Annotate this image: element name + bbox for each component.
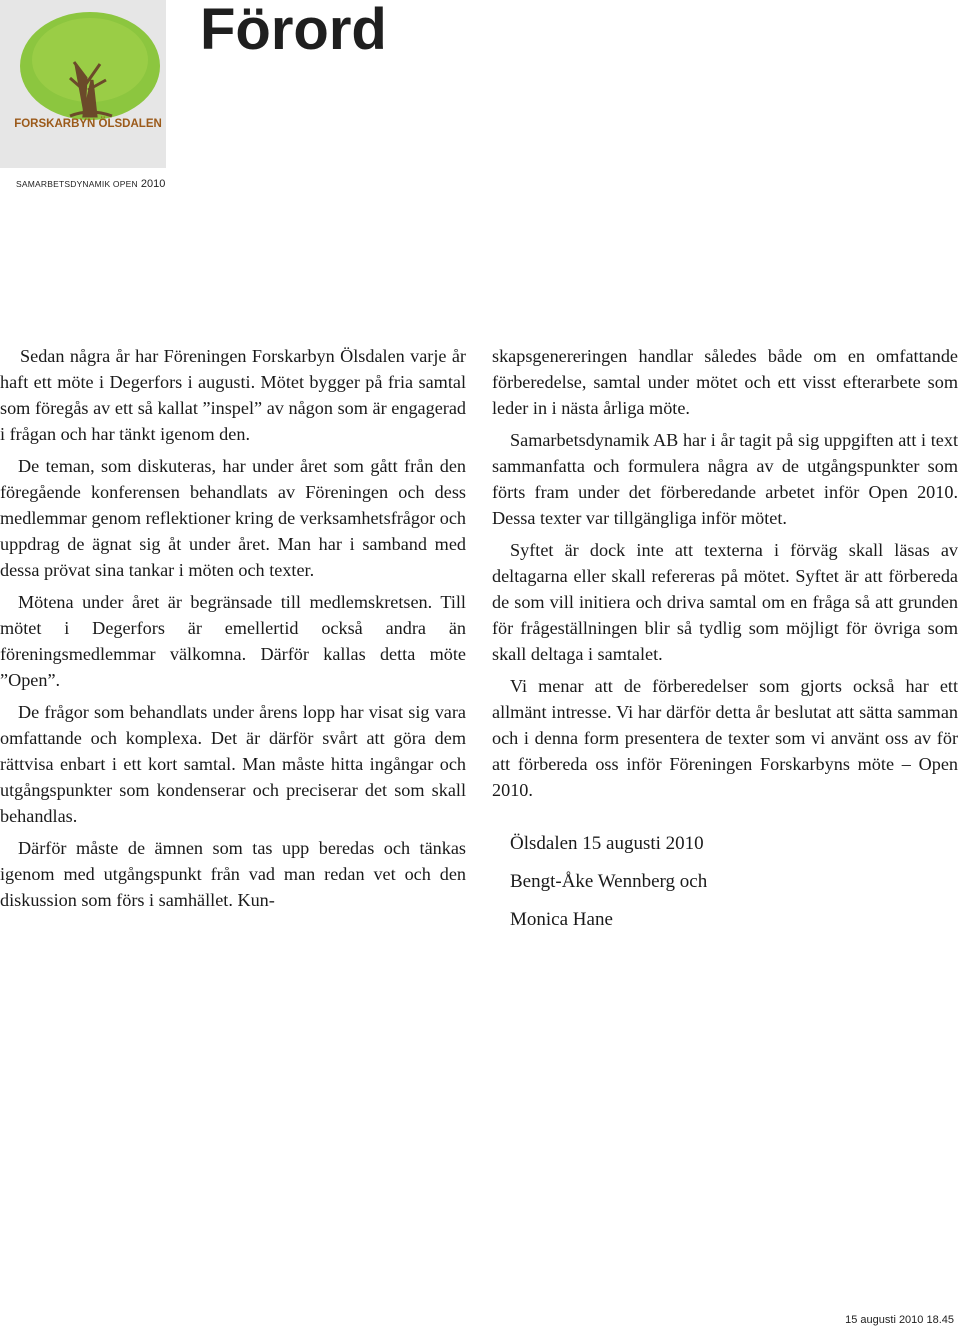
paragraph: Syftet är dock inte att texterna i förväg skall läsas av deltagarna eller skall refereras på mötet. Syftet är att förbereda de som vill initiera och driva samtal om en fråga så att grunden för frågeställningen blir så tydlig som möjligt för övriga som skall deltaga i samtalet. <box>492 540 958 664</box>
paragraph: Mötena under året är begränsade till medlemskretsen. Till mötet i Degerfors är emellertid också andra än föreningsmedlemmar välkomna. Därför kallas detta möte ”Open”. <box>0 592 466 690</box>
signoff-place-date: Ölsdalen 15 augusti 2010 <box>510 833 704 854</box>
paragraph: skapsgenereringen handlar således både om en omfattande förberedelse, samtal under mötet och ett visst efterarbete som leder in i nästa årliga möte. <box>492 346 958 418</box>
tree-icon <box>0 0 166 168</box>
paragraph: Därför måste de ämnen som tas upp beredas och tänkas igenom med utgångspunkt från vad man redan vet och den diskussion som förs i samhället. Kun- <box>0 838 466 910</box>
paragraph: De teman, som diskuteras, har under året som gått från den föregående konferensen behandlats av Föreningen och dess medlemmar genom reflektioner kring de verksamhetsfrågor och uppdrag de ägnat sig åt under året. Man har i samband med dessa prövat sina tankar i möten och texter. <box>0 456 466 580</box>
paragraph: Samarbetsdynamik AB har i år tagit på sig uppgiften att i text sammanfatta och formulera några av de utgångspunkter som förts fram under det förberedande arbetet inför Open 2010. Dessa texter var tillgängliga inför mötet. <box>492 430 958 528</box>
signoff-author: Monica Hane <box>510 909 613 930</box>
paragraph: Sedan några år har Föreningen Forskarbyn Ölsdalen varje år haft ett möte i Degerfors i augusti. Mötet bygger på fria samtal som föregås av ett så kallat ”inspel” av någon som är engagerad i frågan och har tänkt igenom den. <box>0 346 466 444</box>
left-column <box>0 343 466 919</box>
paragraph: Vi menar att de förberedelser som gjorts också har ett allmänt intresse. Vi har därför detta år beslutat att sätta samman och i denna form presentera de texter som vi använt oss av för att förbereda oss inför Föreningen Forskarbyns möte – Open 2010. <box>492 676 958 800</box>
header-label-caps: SAMARBETSDYNAMIK OPEN <box>16 179 138 189</box>
logo-text: FORSKARBYN ÖLSDALEN <box>14 118 162 130</box>
header-label-year: 2010 <box>140 178 166 190</box>
paragraph: De frågor som behandlats under årens lopp har visat sig vara omfattande och komplexa. Det är därför svårt att göra dem rättvisa enbart i ett kort samtal. Man måste hitta ingångar och utgångspunkter som kondenserar och preciserar det som skall behandlas. <box>0 702 466 826</box>
header-label <box>16 178 165 190</box>
logo <box>0 0 166 168</box>
page-title: Förord <box>200 0 387 62</box>
signoff-author: Bengt-Åke Wennberg och <box>510 871 708 892</box>
footer-timestamp: 15 augusti 2010 18.45 <box>845 1314 954 1326</box>
right-column <box>492 343 958 939</box>
signoff <box>492 825 958 939</box>
